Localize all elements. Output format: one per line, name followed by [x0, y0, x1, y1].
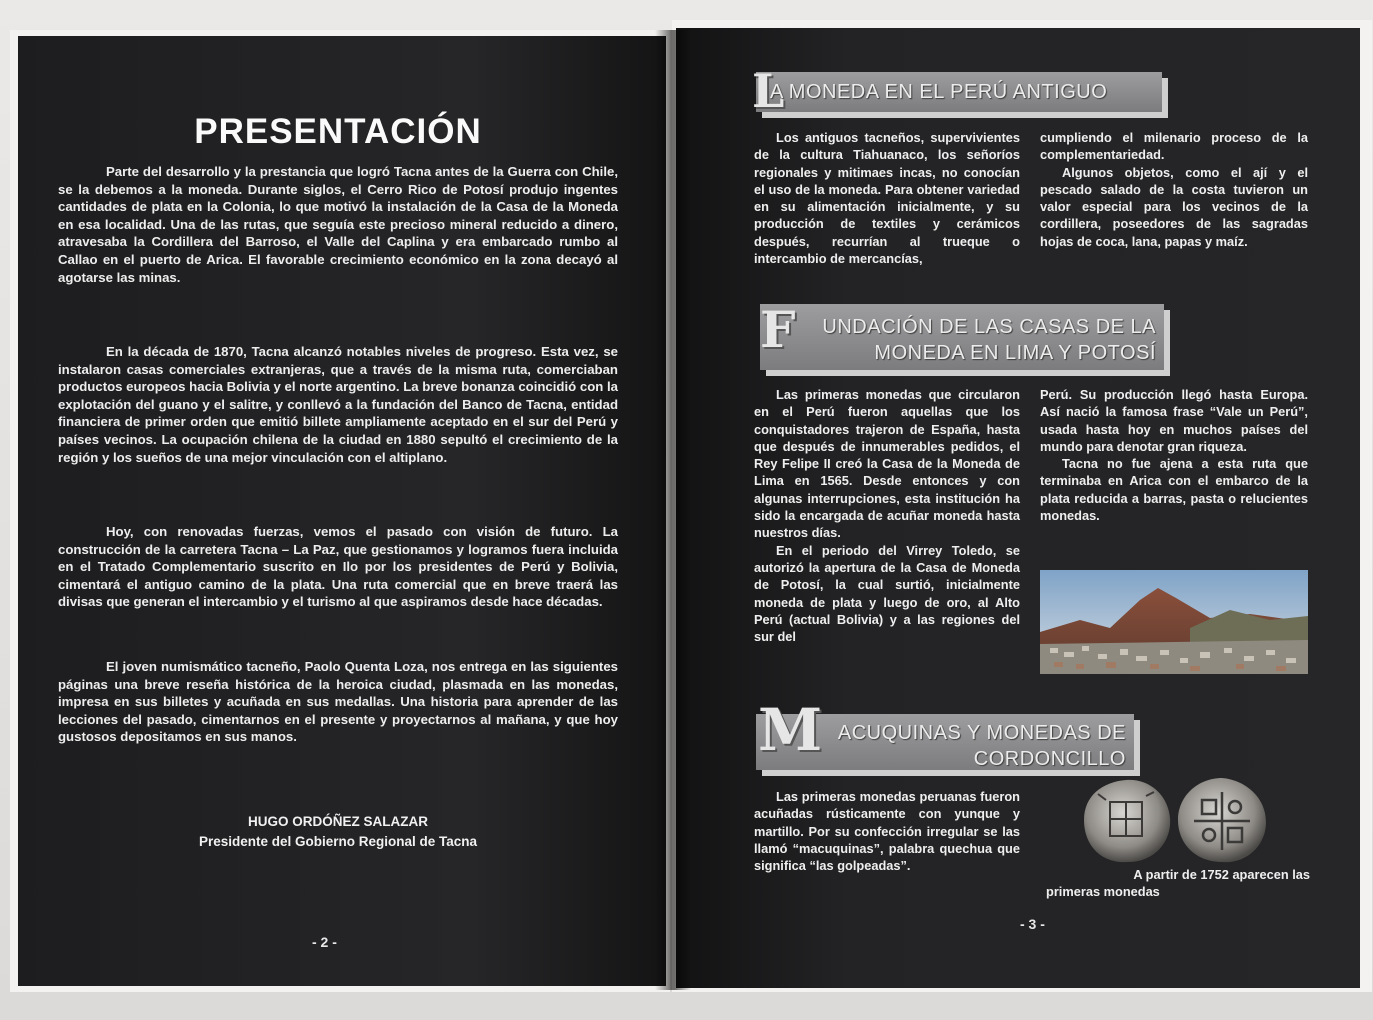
- intro-paragraph-2: [58, 343, 618, 466]
- macuquina-coins-photo: [1076, 774, 1276, 866]
- drop-letter: F: [760, 300, 796, 359]
- paragraph-text: Hoy, con renovadas fuerzas, vemos el pasado con visión de futuro. La construcción de la carretera Tacna – La Paz, que gestionamos y logramos fuera incluida en el Tratado Complementario suscrito en Ilo por los presidentes de Perú y Bolivia, cimentará el antiguo camino de la plata. Una ruta comercial que en breve traerá las divisas que generan el intercambio y el turismo al que aspiramos desde hace décadas.: [58, 524, 618, 610]
- drop-letter: L: [752, 64, 785, 118]
- paragraph-text: Tacna no fue ajena a esta ruta que terminaba en Arica con el embarco de la plata reducida a barras, pasta o relucientes monedas.: [1040, 456, 1308, 524]
- signature-block: [138, 812, 538, 852]
- paragraph-text: En el periodo del Virrey Toledo, se autorizó la apertura de la Casa de Moneda de Potosí, la cual surtió, inicialmente moneda de plata y luego de oro, al Alto Perú (actual Bolivia) y a las regiones del sur del: [754, 542, 1020, 645]
- section-heading-fundacion: [760, 300, 1164, 370]
- cerro-rico-photo: [1040, 570, 1308, 674]
- signature-name: HUGO ORDÓÑEZ SALAZAR: [248, 814, 428, 829]
- signature-role: Presidente del Gobierno Regional de Tacna: [198, 834, 478, 849]
- section1-column-2: [1040, 129, 1308, 250]
- intro-paragraph-4: [58, 658, 618, 746]
- heading-line-2: CORDONCILLO: [973, 748, 1126, 770]
- right-page: [676, 28, 1360, 988]
- page-title: PRESENTACIÓN: [194, 112, 482, 151]
- section1-column-1: [754, 129, 1020, 267]
- heading-line-1: ACUQUINAS Y MONEDAS DE: [837, 722, 1126, 744]
- mountain-illustration: [1040, 570, 1308, 674]
- page-number-left: - 2 -: [312, 934, 337, 950]
- section-heading-moneda-antigua: [752, 64, 1162, 118]
- paragraph-text: Las primeras monedas que circularon en el Perú fueron aquellas que los conquistadores trajeron de España, hasta que después de innumerables pedidos, el Rey Felipe II creó la Casa de la Moneda de Lima en 1565. Desde entonces y con algunas interrupciones, esta institución ha sido la encargada de acuñar moneda hasta nuestros días.: [754, 387, 1020, 541]
- caption-line-1: A partir de 1752 aparecen las: [1133, 867, 1310, 882]
- paragraph-text: Perú. Su producción llegó hasta Europa. Así nació la famosa frase “Vale un Perú”, usada hasta hoy en muchos países del mundo para denotar gran riqueza.: [1040, 387, 1308, 454]
- left-page: [18, 36, 666, 986]
- paragraph-text: Algunos objetos, como el ají y el pescado salado de la costa tuvieron un valor especial para los vecinos de la cordillera, poseedores de las sagradas hojas de coca, lana, papas y maíz.: [1040, 164, 1308, 249]
- intro-paragraph-3: [58, 523, 618, 611]
- section-heading-text: A MONEDA EN EL PERÚ ANTIGUO: [770, 81, 1108, 103]
- paragraph-text: cumpliendo el milenario proceso de la complementariedad.: [1040, 130, 1308, 163]
- paragraph-text: El joven numismático tacneño, Paolo Quenta Loza, nos entrega en las siguientes páginas una breve reseña histórica de la heroica ciudad, plasmada en las monedas, impresa en sus billetes y acuñada en sus medallas. Una historia para aprender de las lecciones del pasado, cimentarnos en el presente y proyectarnos al mañana, y que hoy gustosos depositamos en sus manos.: [58, 659, 618, 745]
- heading-line-1: UNDACIÓN DE LAS CASAS DE LA: [822, 316, 1156, 338]
- section-heading-text: [838, 720, 1126, 772]
- page-number-right: - 3 -: [1020, 916, 1045, 932]
- book-spine-shadow: [655, 30, 691, 990]
- caption-line-2: primeras monedas: [1046, 884, 1160, 899]
- section2-column-2: [1040, 386, 1308, 524]
- paragraph-text: Los antiguos tacneños, supervivientes de la cultura Tiahuanaco, los señoríos regionales y mitimaes incas, no conocían el uso de la moneda. Para obtener variedad en su alimentación inicialmente, y su producción de textiles y cerámicos después, recurrían al trueque o intercambio de mercancías,: [754, 130, 1020, 267]
- coins-illustration: [1076, 774, 1276, 866]
- intro-paragraph-1: [58, 163, 618, 286]
- section-heading-text: [822, 314, 1156, 366]
- coins-caption: [1044, 866, 1310, 900]
- paragraph-text: Las primeras monedas peruanas fueron acuñadas rústicamente con yunque y martillo. Por su confección irregular se las llamó “macuquinas”, palabra quechua que significa “las golpeadas”.: [754, 789, 1020, 874]
- heading-line-2: MONEDA EN LIMA Y POTOSÍ: [874, 342, 1156, 364]
- section2-column-1: [754, 386, 1020, 645]
- paragraph-text: En la década de 1870, Tacna alcanzó notables niveles de progreso. Esta vez, se instalaron casas comerciales extranjeras, que a través de la misma ruta, comerciaban productos europeos hacia Bolivia y el norte argentino. La breve bonanza coincidió con la explotación del guano y el salitre, y conllevó a la fundación del Banco de Tacna, entidad financiera de primer orden que emitió billete ampliamente aceptado en el sur del Perú y países vecinos. La ocupación chilena de la ciudad en 1880 sepultó el crecimiento de la región y los sueños de una mejor vinculación con el altiplano.: [58, 344, 618, 465]
- paragraph-text: Parte del desarrollo y la prestancia que logró Tacna antes de la Guerra con Chile, se la debemos a la moneda. Durante siglos, el Cerro Rico de Potosí produjo ingentes cantidades de plata en la Colonia, lo que motivó la instalación de la Casa de la Moneda en esa localidad. Una de las rutas, que seguía este precioso mineral reducido a dinero, atravesaba la Cordillera del Barroso, el Valle del Caplina y era embarcado rumbo al Callao en el puerto de Arica. El favorable crecimiento económico en la zona decayó al agotarse las minas.: [58, 164, 618, 285]
- drop-letter: M: [758, 696, 823, 764]
- section-heading-macuquinas: [756, 696, 1134, 770]
- section3-column-1: [754, 788, 1020, 874]
